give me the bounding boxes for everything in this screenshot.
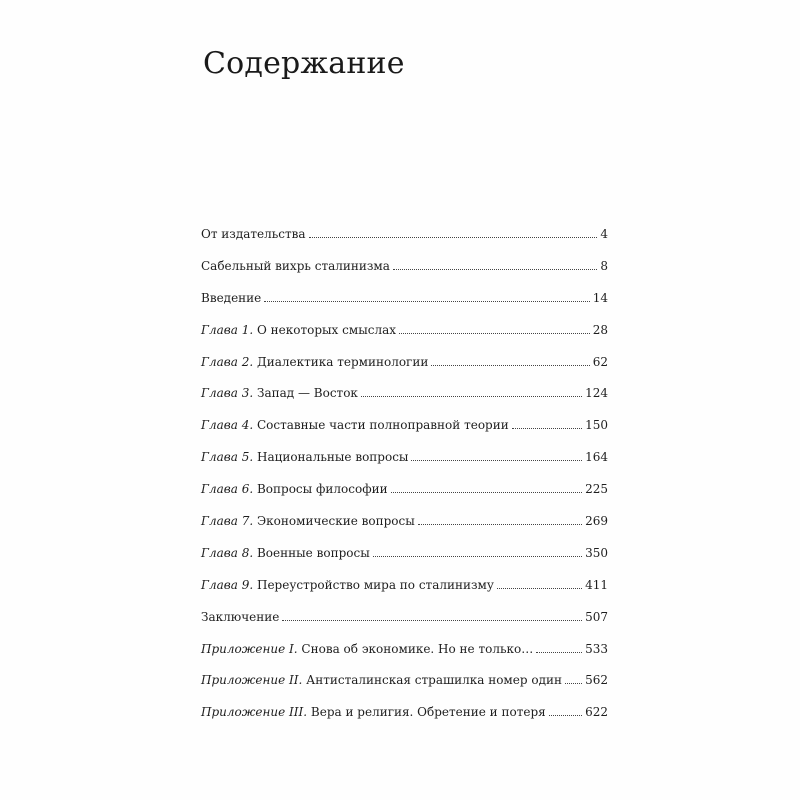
entry-title: Снова об экономике. Но не только… [301, 641, 534, 656]
entry-title: Сабельный вихрь сталинизма [201, 258, 390, 273]
chapter-label: Глава 1. [201, 322, 254, 337]
page-number: 269 [585, 514, 608, 529]
entry-text [201, 609, 279, 625]
chapter-label: Приложение III. [201, 705, 308, 720]
page-number: 411 [585, 577, 608, 592]
entry-title: Антисталинская страшилка номер один [306, 673, 562, 688]
entry-text [201, 449, 408, 465]
chapter-label: Приложение I. [201, 641, 298, 656]
entry-text [201, 704, 546, 720]
entry-text [201, 545, 370, 561]
entry-title: Введение [201, 290, 262, 305]
entry-title: Военные вопросы [256, 545, 370, 560]
dot-leader [393, 269, 597, 270]
entry-text [201, 385, 358, 401]
page-number: 4 [600, 227, 608, 241]
entry-text [201, 672, 562, 688]
page-number: 14 [592, 290, 608, 305]
toc-entry [201, 354, 608, 386]
page-number: 622 [585, 705, 608, 720]
dot-leader [361, 396, 582, 397]
entry-text [201, 354, 428, 370]
dot-leader [431, 365, 589, 366]
page-number: 164 [585, 450, 608, 465]
chapter-label: Глава 9. [201, 577, 254, 592]
toc-entry [201, 704, 608, 736]
dot-leader [549, 715, 582, 716]
page-title: Содержание [203, 46, 405, 81]
page-number: 150 [585, 418, 608, 433]
dot-leader [565, 683, 582, 684]
toc-entry [201, 513, 608, 545]
entry-title: Вопросы философии [256, 482, 388, 497]
dot-leader [391, 492, 583, 493]
toc-entry [201, 226, 608, 258]
chapter-label: Глава 4. [201, 418, 254, 433]
entry-title: Составные части полноправной теории [256, 418, 509, 433]
dot-leader [411, 460, 582, 461]
entry-title: Переустройство мира по сталинизму [256, 577, 494, 592]
dot-leader [264, 301, 589, 302]
entry-title: От издательства [201, 227, 306, 241]
entry-text [201, 290, 261, 306]
entry-title: Экономические вопросы [256, 514, 415, 529]
entry-text [201, 513, 415, 529]
entry-text [201, 258, 390, 274]
toc-entry [201, 481, 608, 513]
page-number: 533 [585, 641, 608, 656]
entry-text [201, 577, 494, 593]
entry-text [201, 481, 388, 497]
page-number: 225 [585, 482, 608, 497]
dot-leader [536, 652, 582, 653]
dot-leader [309, 237, 598, 238]
page-number: 124 [585, 386, 608, 401]
page-number: 507 [585, 609, 608, 624]
chapter-label: Глава 7. [201, 514, 254, 529]
entry-text [201, 641, 533, 657]
dot-leader [282, 620, 582, 621]
toc-entry [201, 609, 608, 641]
toc-entry [201, 577, 608, 609]
page-number: 350 [585, 545, 608, 560]
dot-leader [399, 333, 590, 334]
dot-leader [497, 588, 582, 589]
page-number: 8 [600, 258, 608, 273]
entry-text [201, 322, 396, 338]
toc-entry [201, 672, 608, 704]
entry-title: Вера и религия. Обретение и потеря [310, 705, 546, 720]
entry-title: О некоторых смыслах [256, 322, 397, 337]
page-number: 62 [592, 354, 608, 369]
chapter-label: Глава 5. [201, 450, 254, 465]
dot-leader [373, 556, 582, 557]
page-number: 28 [592, 322, 608, 337]
entry-title: Запад — Восток [256, 386, 358, 401]
entry-title: Заключение [201, 609, 280, 624]
entry-text [201, 417, 509, 433]
chapter-label: Глава 6. [201, 482, 254, 497]
toc-entry [201, 449, 608, 481]
chapter-label: Глава 8. [201, 545, 254, 560]
toc-entry [201, 545, 608, 577]
toc-entry [201, 641, 608, 673]
entry-text [201, 226, 306, 242]
chapter-label: Глава 2. [201, 354, 254, 369]
dot-leader [512, 428, 582, 429]
table-of-contents [201, 226, 608, 736]
toc-entry [201, 322, 608, 354]
chapter-label: Глава 3. [201, 386, 254, 401]
toc-entry [201, 290, 608, 322]
toc-entry [201, 417, 608, 449]
toc-entry [201, 258, 608, 290]
page-number: 562 [585, 673, 608, 688]
dot-leader [418, 524, 582, 525]
chapter-label: Приложение II. [201, 673, 303, 688]
toc-entry [201, 385, 608, 417]
entry-title: Диалектика терминологии [256, 354, 429, 369]
entry-title: Национальные вопросы [256, 450, 409, 465]
